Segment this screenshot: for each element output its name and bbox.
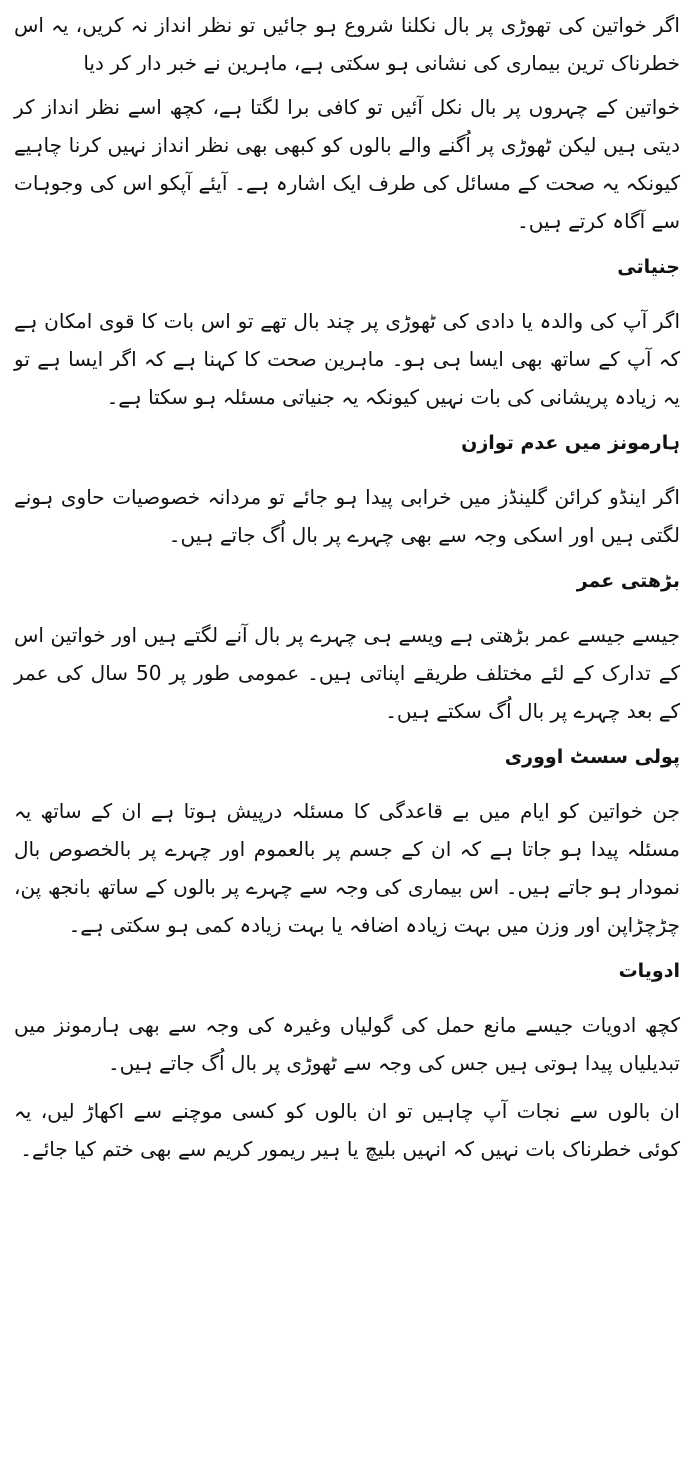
section-heading-hormones: ہارمونز میں عدم توازن <box>461 432 680 454</box>
section-body-medicines: کچھ ادویات جیسے مانع حمل کی گولیاں وغیرہ کی وجہ سے بھی ہارمونز میں تبدیلیاں پیدا ہوتی ہیں جس کی وجہ سے ٹھوڑی پر بال اُگ جاتے ہیں۔ <box>14 1013 680 1075</box>
intro-body-paragraph: خواتین کے چہروں پر بال نکل آئیں تو کافی برا لگتا ہے، کچھ اسے نظر انداز کر دیتی ہیں لیکن ٹھوڑی پر اُگنے والے بالوں کو کبھی بھی نظر انداز نہیں کرنا چاہیے کیونکہ یہ صحت کے مسائل کی طرف ایک اشارہ ہے۔ آیئے آپکو اس کی وجوہات سے آگاہ کرتے ہیں۔ <box>14 95 680 233</box>
section-heading-genetics: جنیاتی <box>617 256 680 278</box>
section-body-pcos: جن خواتین کو ایام میں بے قاعدگی کا مسئلہ درپیش ہوتا ہے ان کے ساتھ یہ مسئلہ پیدا ہو جاتا ہے کہ ان کے جسم پر بالعموم اور چہرے پر بالخصوص بال نمودار ہو جاتے ہیں۔ اس بیماری کی وجہ سے چہرے پر بالوں کے ساتھ بانجھ پن، چڑچڑاپن اور وزن میں بہت زیادہ اضافہ یا بہت زیادہ کمی ہو سکتی ہے۔ <box>14 799 680 937</box>
section-heading-medicines: ادویات <box>618 960 680 982</box>
closing-paragraph: ان بالوں سے نجات آپ چاہیں تو ان بالوں کو کسی موچنے سے اکھاڑ لیں، یہ کوئی خطرناک بات نہیں کہ انہیں بلیچ یا ہیر ریمور کریم سے بھی ختم کیا جائے۔ <box>14 1099 680 1161</box>
intro-title-paragraph: اگر خواتین کی تھوڑی پر بال نکلنا شروع ہو جائیں تو نظر انداز نہ کریں، یہ اس خطرناک ترین بیماری کی نشانی ہو سکتی ہے، ماہرین نے خبر دار کر دیا <box>14 13 680 75</box>
section-heading-pcos: پولی سسٹ اووری <box>504 746 680 768</box>
article <box>14 6 680 1178</box>
section-body-genetics: اگر آپ کی والدہ یا دادی کی ٹھوڑی پر چند بال تھے تو اس بات کا قوی امکان ہے کہ آپ کے ساتھ بھی ایسا ہی ہو۔ ماہرین صحت کا کہنا ہے کہ اگر ایسا ہے تو یہ زیادہ پریشانی کی بات نہیں کیونکہ یہ جنیاتی مسئلہ ہو سکتا ہے۔ <box>14 309 680 409</box>
section-body-hormones: اگر اینڈو کرائن گلینڈز میں خرابی پیدا ہو جائے تو مردانہ خصوصیات حاوی ہونے لگتی ہیں اور اسکی وجہ سے بھی چہرے پر بال اُگ جاتے ہیں۔ <box>14 485 680 547</box>
section-heading-age: بڑھتی عمر <box>576 570 680 592</box>
section-body-age: جیسے جیسے عمر بڑھتی ہے ویسے ہی چہرے پر بال آنے لگتے ہیں اور خواتین اس کے تدارک کے لئے مختلف طریقے اپناتی ہیں۔ عمومی طور پر 50 سال کی عمر کے بعد چہرے پر بال اُگ سکتے ہیں۔ <box>14 623 680 723</box>
